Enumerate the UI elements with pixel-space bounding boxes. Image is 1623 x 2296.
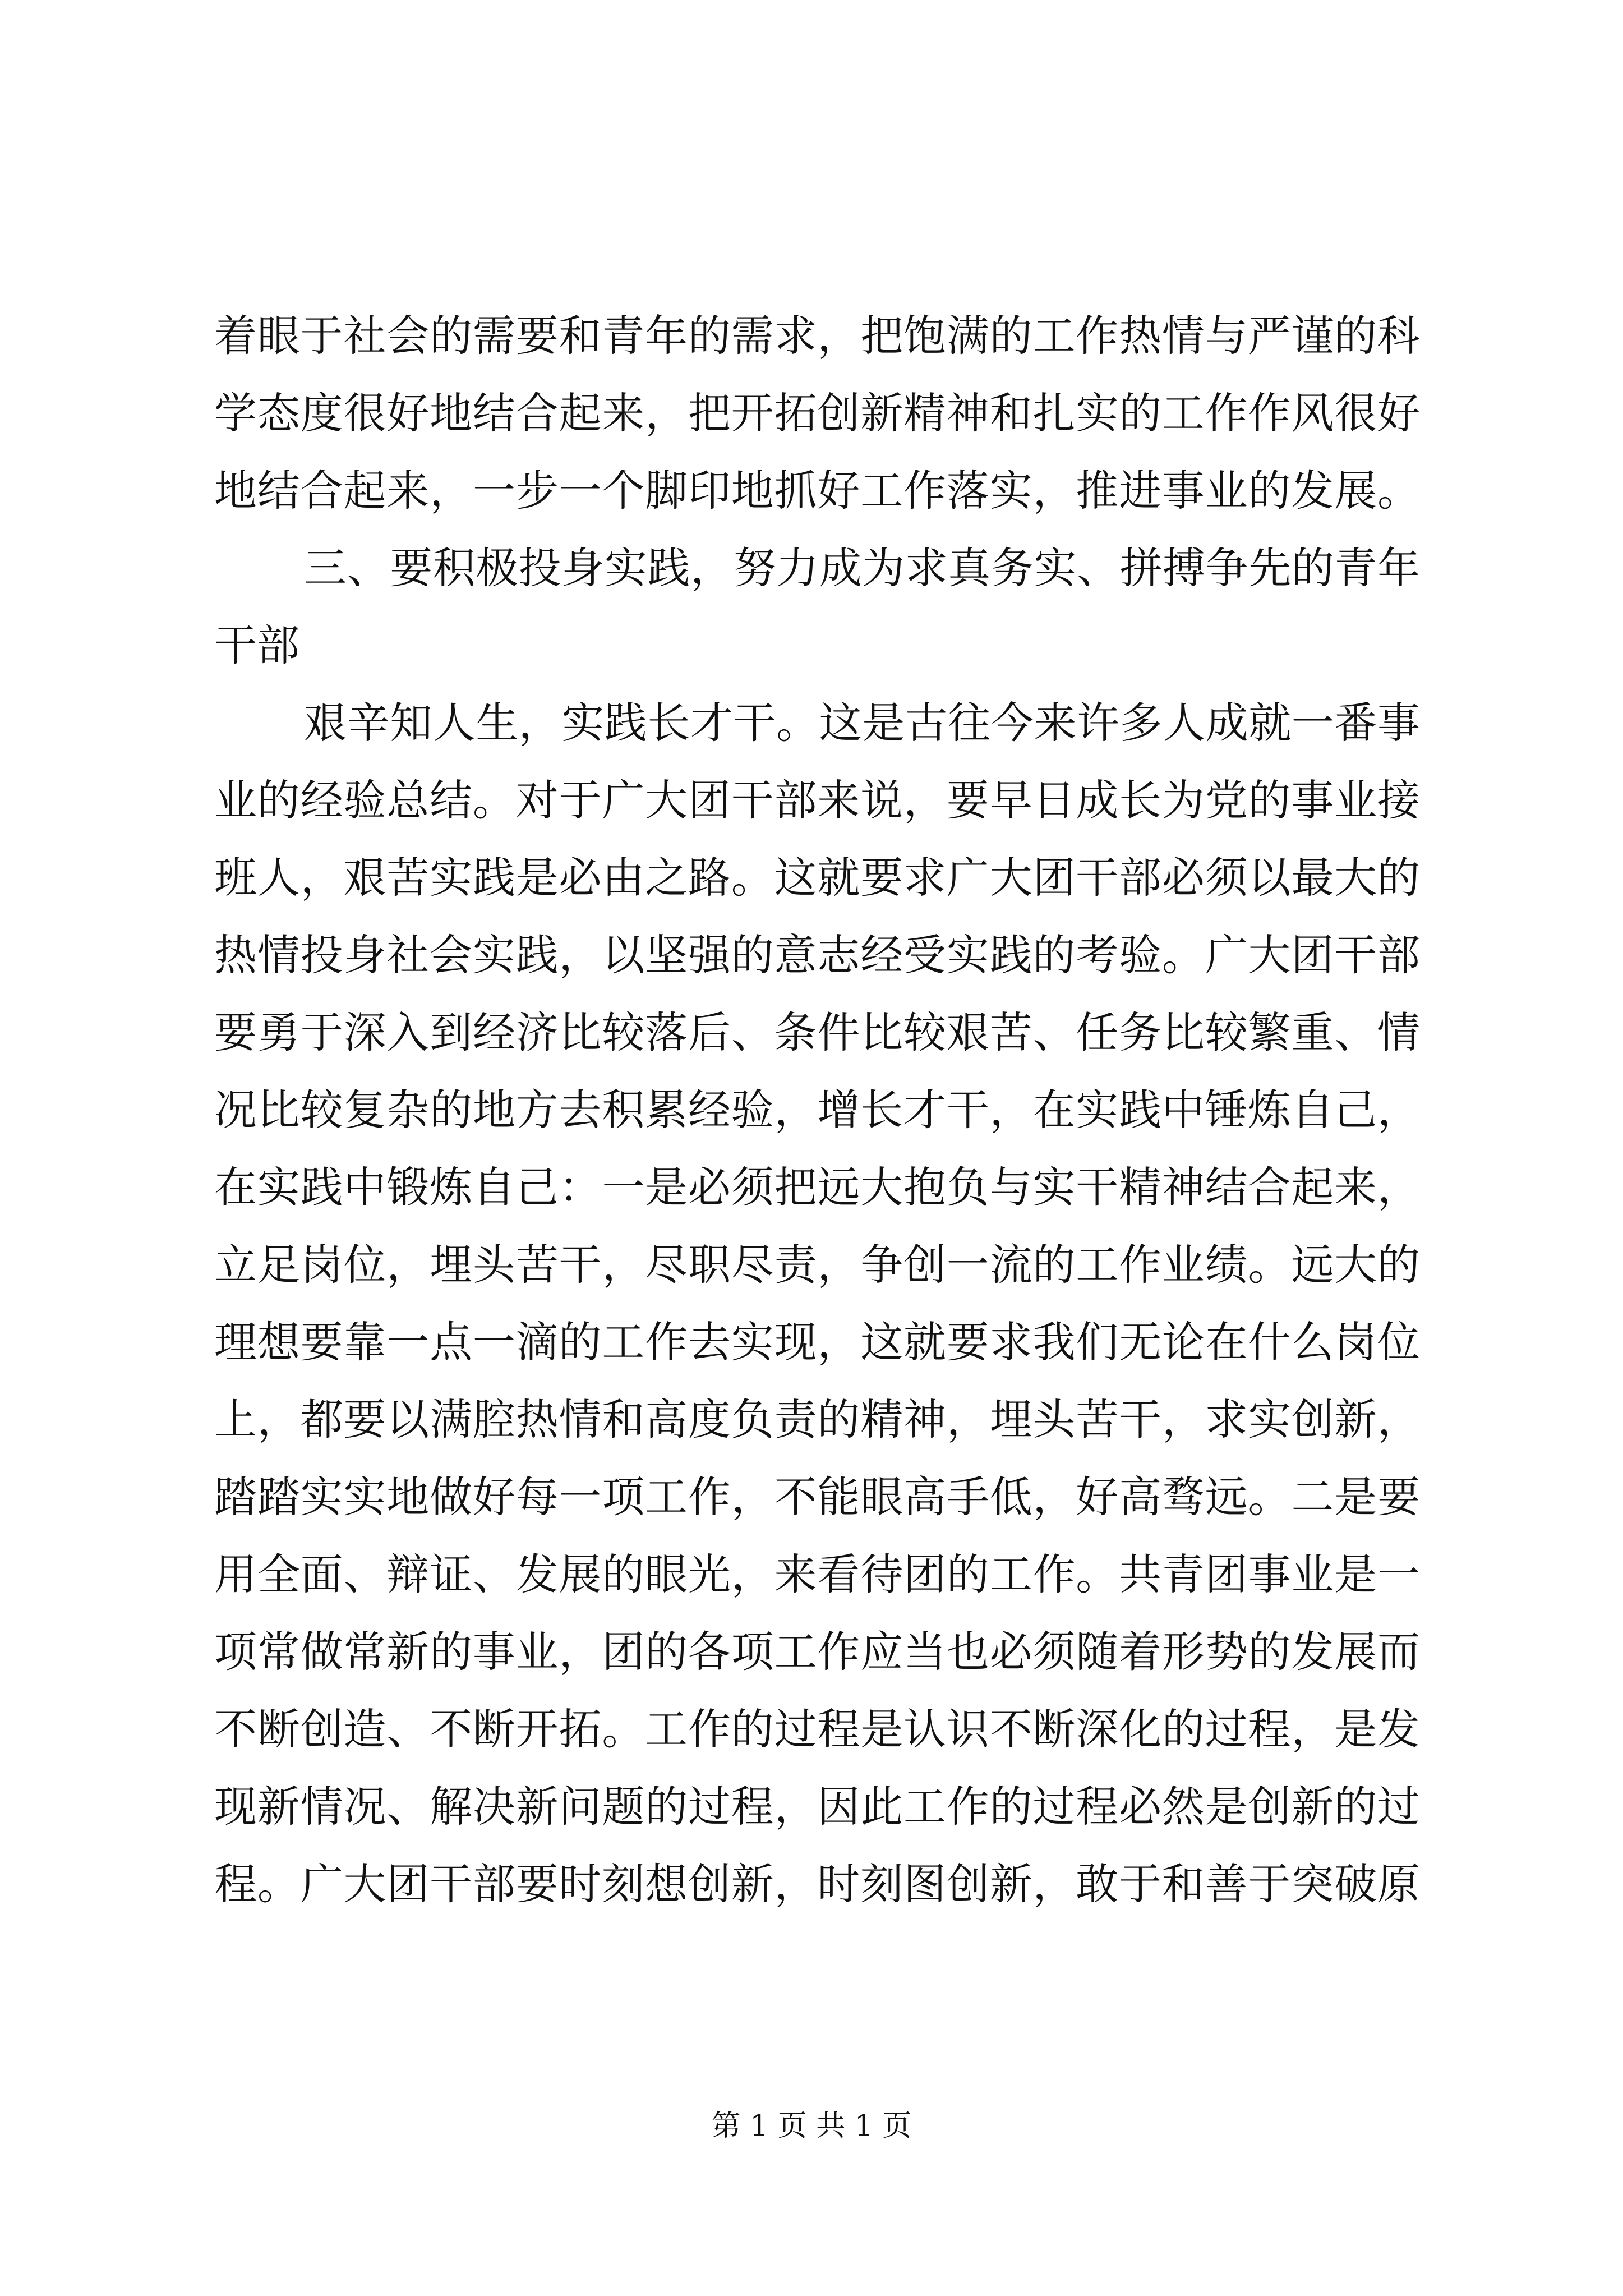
text-line: 地结合起来，一步一个脚印地抓好工作落实，推进事业的发展。 (214, 466, 1420, 516)
document-body (214, 297, 1420, 1923)
text-line: 况比较复杂的地方去积累经验，增长才干，在实践中锤炼自己， (214, 1085, 1420, 1135)
section-heading-line: 干部 (214, 620, 299, 670)
text-line: 艰辛知人生，实践长才干。这是古往今来许多人成就一番事 (304, 698, 1420, 748)
text-line: 在实践中锻炼自己：一是必须把远大抱负与实干精神结合起来， (214, 1162, 1420, 1212)
text-line: 上，都要以满腔热情和高度负责的精神，埋头苦干，求实创新， (214, 1395, 1420, 1444)
section-heading-line: 三、要积极投身实践，努力成为求真务实、拼搏争先的青年 (304, 543, 1420, 593)
text-line: 项常做常新的事业，团的各项工作应当也必须随着形势的发展而 (214, 1627, 1420, 1677)
text-line: 要勇于深入到经济比较落后、条件比较艰苦、任务比较繁重、情 (214, 1007, 1420, 1057)
text-line: 不断创造、不断开拓。工作的过程是认识不断深化的过程，是发 (214, 1704, 1420, 1754)
page-number-footer: 第 1 页 共 1 页 (711, 2109, 912, 2143)
text-line: 理想要靠一点一滴的工作去实现，这就要求我们无论在什么岗位 (214, 1317, 1420, 1367)
text-line: 学态度很好地结合起来，把开拓创新精神和扎实的工作作风很好 (214, 388, 1420, 438)
text-line: 程。广大团干部要时刻想创新，时刻图创新，敢于和善于突破原 (214, 1859, 1420, 1909)
text-line: 着眼于社会的需要和青年的需求，把饱满的工作热情与严谨的科 (214, 311, 1420, 361)
text-line: 业的经验总结。对于广大团干部来说，要早日成长为党的事业接 (214, 775, 1420, 825)
text-line: 热情投身社会实践，以坚强的意志经受实践的考验。广大团干部 (214, 930, 1420, 980)
text-line: 班人，艰苦实践是必由之路。这就要求广大团干部必须以最大的 (214, 853, 1420, 903)
text-line: 踏踏实实地做好每一项工作，不能眼高手低，好高骛远。二是要 (214, 1472, 1420, 1522)
text-line: 立足岗位，埋头苦干，尽职尽责，争创一流的工作业绩。远大的 (214, 1240, 1420, 1290)
text-line: 现新情况、解决新问题的过程，因此工作的过程必然是创新的过 (214, 1782, 1420, 1832)
text-line: 用全面、辩证、发展的眼光，来看待团的工作。共青团事业是一 (214, 1549, 1420, 1599)
